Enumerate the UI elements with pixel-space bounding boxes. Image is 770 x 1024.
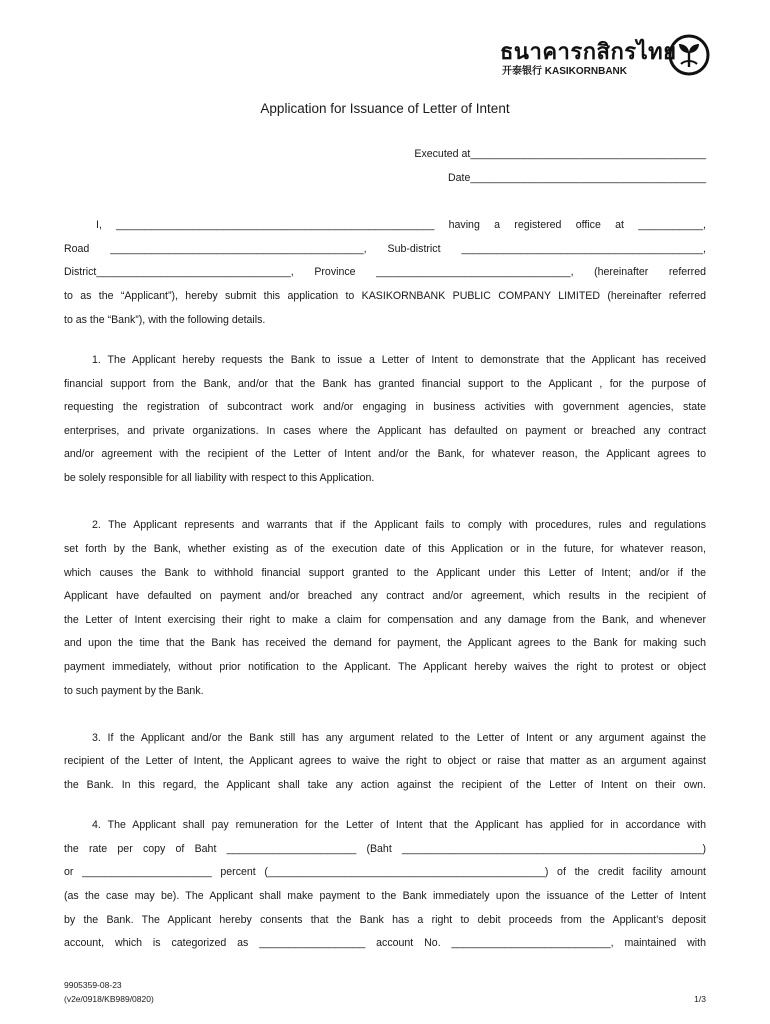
intro-line: I, ______________________________________________________ having a registered office at ___________,	[96, 219, 706, 231]
clause-4-line: or ______________________ percent (_______________________________________________) of the credit facility amount	[64, 866, 706, 878]
clause-2-line: which causes the Bank to withhold financial support granted to the Applicant under this Letter of Intent; and/or if the	[64, 567, 706, 579]
clause-1-line: enterprises, and private organizations. In cases where the Applicant has defaulted on payment or breached any contract	[64, 425, 706, 437]
logo-thai-name: ธนาคารกสิกรไทย	[500, 40, 677, 65]
clause-4-line: (as the case may be). The Applicant shall make payment to the Bank immediately upon the issuance of the Letter of Intent	[64, 890, 706, 902]
logo-english-name: 开泰银行 KASIKORNBANK	[502, 66, 627, 77]
clause-2-line: to such payment by the Bank.	[64, 685, 204, 697]
clause-2-line: and upon the time that the Bank has received the demand for payment, the Applicant agrees to the Bank for making such	[64, 637, 706, 649]
clause-1-line: 1. The Applicant hereby requests the Bank to issue a Letter of Intent to demonstrate that the Applicant has received	[92, 354, 706, 366]
kasikornbank-emblem-icon	[668, 34, 710, 76]
clause-3-line: the Bank. In this regard, the Applicant shall take any action against the recipient of the Letter of Intent on their own.	[64, 779, 706, 791]
document-title: Application for Issuance of Letter of Intent	[260, 101, 510, 116]
page-number: 1/3	[694, 994, 706, 1004]
clause-4-line: account, which is categorized as __________________ account No. ___________________________, maintained with	[64, 937, 706, 949]
form-code: 9905359-08-23	[64, 980, 122, 990]
intro-line: District_________________________________, Province _________________________________, (hereinafter referred	[64, 266, 706, 278]
clause-4-line: by the Bank. The Applicant hereby consents that the Bank has a right to debit proceeds from the Applicant’s deposit	[64, 914, 706, 926]
clause-2-line: 2. The Applicant represents and warrants that if the Applicant fails to comply with procedures, rules and regulations	[92, 519, 706, 531]
clause-1-line: requesting the registration of subcontract work and/or engaging in business activities with government agencies, state	[64, 401, 706, 413]
intro-line: to as the “Bank”), with the following details.	[64, 314, 266, 326]
clause-2-line: Applicant have defaulted on payment and/or breached any contract and/or agreement, which results in the recipient of	[64, 590, 706, 602]
clause-2-line: payment immediately, without prior notification to the Applicant. The Applicant hereby waives the right to protest or object	[64, 661, 706, 673]
clause-1-line: be solely responsible for all liability with respect to this Application.	[64, 472, 375, 484]
clause-2-line: the Letter of Intent exercising their right to make a claim for compensation and any damage from the Bank, and whenever	[64, 614, 706, 626]
clause-1-line: financial support from the Bank, and/or that the Bank has granted financial support to the Applicant , for the purpose of	[64, 378, 706, 390]
form-version: (v2e/0918/KB989/0820)	[64, 994, 154, 1004]
clause-2-line: set forth by the Bank, whether existing as of the execution date of this Application or in the future, for whatever reason,	[64, 543, 706, 555]
intro-line: to as the “Applicant”), hereby submit this application to KASIKORNBANK PUBLIC COMPANY LIMITED (hereinafter referred	[64, 290, 706, 302]
executed-at-field: Executed at________________________________________	[414, 148, 706, 160]
date-field: Date________________________________________	[447, 172, 706, 184]
clause-4-line: 4. The Applicant shall pay remuneration for the Letter of Intent that the Applicant has applied for in accordance with	[92, 819, 706, 831]
bank-logo	[500, 34, 710, 82]
clause-3-line: recipient of the Letter of Intent, the Applicant agrees to waive the right to object or raise that matter as an argument against	[64, 755, 706, 767]
clause-1-line: and/or agreement with the recipient of the Letter of Intent and/or the Bank, for whatever reason, the Applicant agrees to	[64, 448, 706, 460]
clause-3-line: 3. If the Applicant and/or the Bank still has any argument related to the Letter of Intent or any argument against the	[92, 732, 706, 744]
intro-line: Road ___________________________________________, Sub-district _________________________________________,	[64, 243, 706, 255]
clause-4-line: the rate per copy of Baht ______________________ (Baht ___________________________________________________)	[64, 843, 706, 855]
